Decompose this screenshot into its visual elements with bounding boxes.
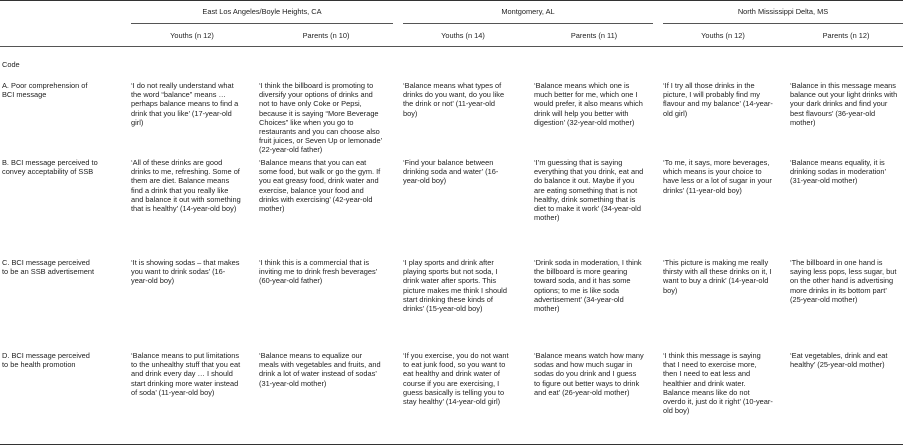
header-bottom-rule: [0, 46, 903, 47]
group-heading: Parents (n 12): [822, 31, 870, 40]
quote-cell: ‘To me, it says, more beverages, which means is your choice to have less or a lot of sugar in your drinks’ (11-year-old boy): [663, 158, 772, 195]
quote-cell: ‘All of these drinks are good drinks to me, refreshing. Some of them are diet. Balance means find a drink that you really like and balance it out with something that is healthy’ (14-year-old boy): [131, 158, 241, 214]
site-underline-la: [131, 23, 393, 24]
quote-cell: ‘Balance means to equalize our meals with vegetables and fruits, and drink a lot of water instead of sodas’ (31-year-old mother): [259, 351, 381, 388]
code-label: A. Poor comprehension of BCI message: [2, 81, 88, 100]
table-top-rule: [0, 0, 903, 1]
code-column-heading: Code: [2, 60, 20, 69]
code-label: B. BCI message perceived to convey acceptability of SSB: [2, 158, 98, 177]
quote-cell: ‘Balance in this message means balance out your light drinks with your dark drinks and find your best flavours’ (36-year-old mother): [790, 81, 898, 127]
quote-cell: ‘I play sports and drink after playing sports but not soda, I drink water after sports. This picture makes me think I should start drinking these kinds of drinks’ (15-year-old boy): [403, 258, 507, 314]
code-label: D. BCI message perceived to be health promotion: [2, 351, 90, 370]
group-heading: Parents (n 11): [570, 31, 618, 40]
quote-cell: ‘I’m guessing that is saying everything that you drink, eat and do balance it out. Maybe if you are eating something that is not healthy, drink something that is diet to make it work’ (34-year-old mother): [534, 158, 644, 223]
site-underline-mississippi: [663, 23, 903, 24]
quote-cell: ‘The billboard in one hand is saying less pops, less sugar, but on the other hand is advertising more drinks in its bottom part’ (25-year-old mother): [790, 258, 897, 304]
quote-cell: ‘Eat vegetables, drink and eat healthy’ (25-year-old mother): [790, 351, 888, 370]
quote-cell: ‘Balance means equality, it is drinking sodas in moderation’ (31-year-old mother): [790, 158, 886, 186]
site-heading: North Mississippi Delta, MS: [737, 7, 829, 16]
site-heading: East Los Angeles/Boyle Heights, CA: [202, 7, 322, 16]
quote-cell: ‘I think this is a commercial that is inviting me to drink fresh beverages’ (60-year-old father): [259, 258, 378, 286]
quote-cell: ‘Find your balance between drinking soda and water’ (16-year-old boy): [403, 158, 499, 186]
quote-cell: ‘If you exercise, you do not want to eat junk food, so you want to eat healthy and drink water of course if you are exercising, I guess basically is telling you to stay healthy’ (14-year-old girl): [403, 351, 509, 407]
quote-cell: ‘Balance means that you can eat some food, but walk or go the gym. If you eat greasy food, drink water and exercise, balance your food and drinks with exercising’ (42-year-old mother): [259, 158, 381, 214]
quote-cell: ‘I think this message is saying that I need to exercise more, then I need to eat less and healthier and drink water. Balance means like do not overdo it, just do it right’ (10-year-old boy): [663, 351, 773, 416]
code-label: C. BCI message perceived to be an SSB advertisement: [2, 258, 95, 277]
quote-cell: ‘Balance means watch how many sodas and how much sugar in sodas do you drink and I guess to figure out better ways to drink and eat’ (26-year-old mother): [534, 351, 644, 397]
site-heading: Montgomery, AL: [501, 7, 555, 16]
quote-cell: ‘I do not really understand what the word “balance” means … perhaps balance means to find a drink that you like’ (17-year-old girl): [131, 81, 239, 127]
quote-cell: ‘Drink soda in moderation, I think the billboard is more gearing toward soda, and it has some options; to me is like soda advertisement’ (34-year-old mother): [534, 258, 642, 314]
site-underline-montgomery: [403, 23, 653, 24]
quote-cell: ‘Balance means which one is much better for me, which one I would prefer, it also means which drink will help you better with digestion’ (32-year-old mother): [534, 81, 643, 127]
quote-cell: ‘This picture is making me really thirsty with all these drinks on it, I want to buy a drink’ (14-year-old boy): [663, 258, 772, 295]
group-heading: Youths (n 12): [701, 31, 745, 40]
quote-cell: ‘I think the billboard is promoting to diversify your options of drinks and not to have only Coke or Pepsi, because it is saying “More Beverage Choices” like when you go to restaurants and you can choose also fruit juices, or Seven Up or lemonade’ (22-year-old father): [259, 81, 382, 155]
quote-cell: ‘Balance means what types of drinks do you want, do you like the drink or not’ (11-year-old boy): [403, 81, 505, 118]
quote-cell: ‘Balance means to put limitations to the unhealthy stuff that you eat and drink every day … I should start drinking more water instead of soda’ (11-year-old boy): [131, 351, 241, 397]
group-heading: Parents (n 10): [302, 31, 350, 40]
group-heading: Youths (n 14): [441, 31, 485, 40]
table-bottom-rule: [0, 444, 903, 445]
group-heading: Youths (n 12): [170, 31, 214, 40]
quote-cell: ‘It is showing sodas – that makes you want to drink sodas’ (16-year-old boy): [131, 258, 240, 286]
quote-cell: ‘If I try all those drinks in the picture, I will probably find my flavour and my balance’ (14-year-old girl): [663, 81, 773, 118]
